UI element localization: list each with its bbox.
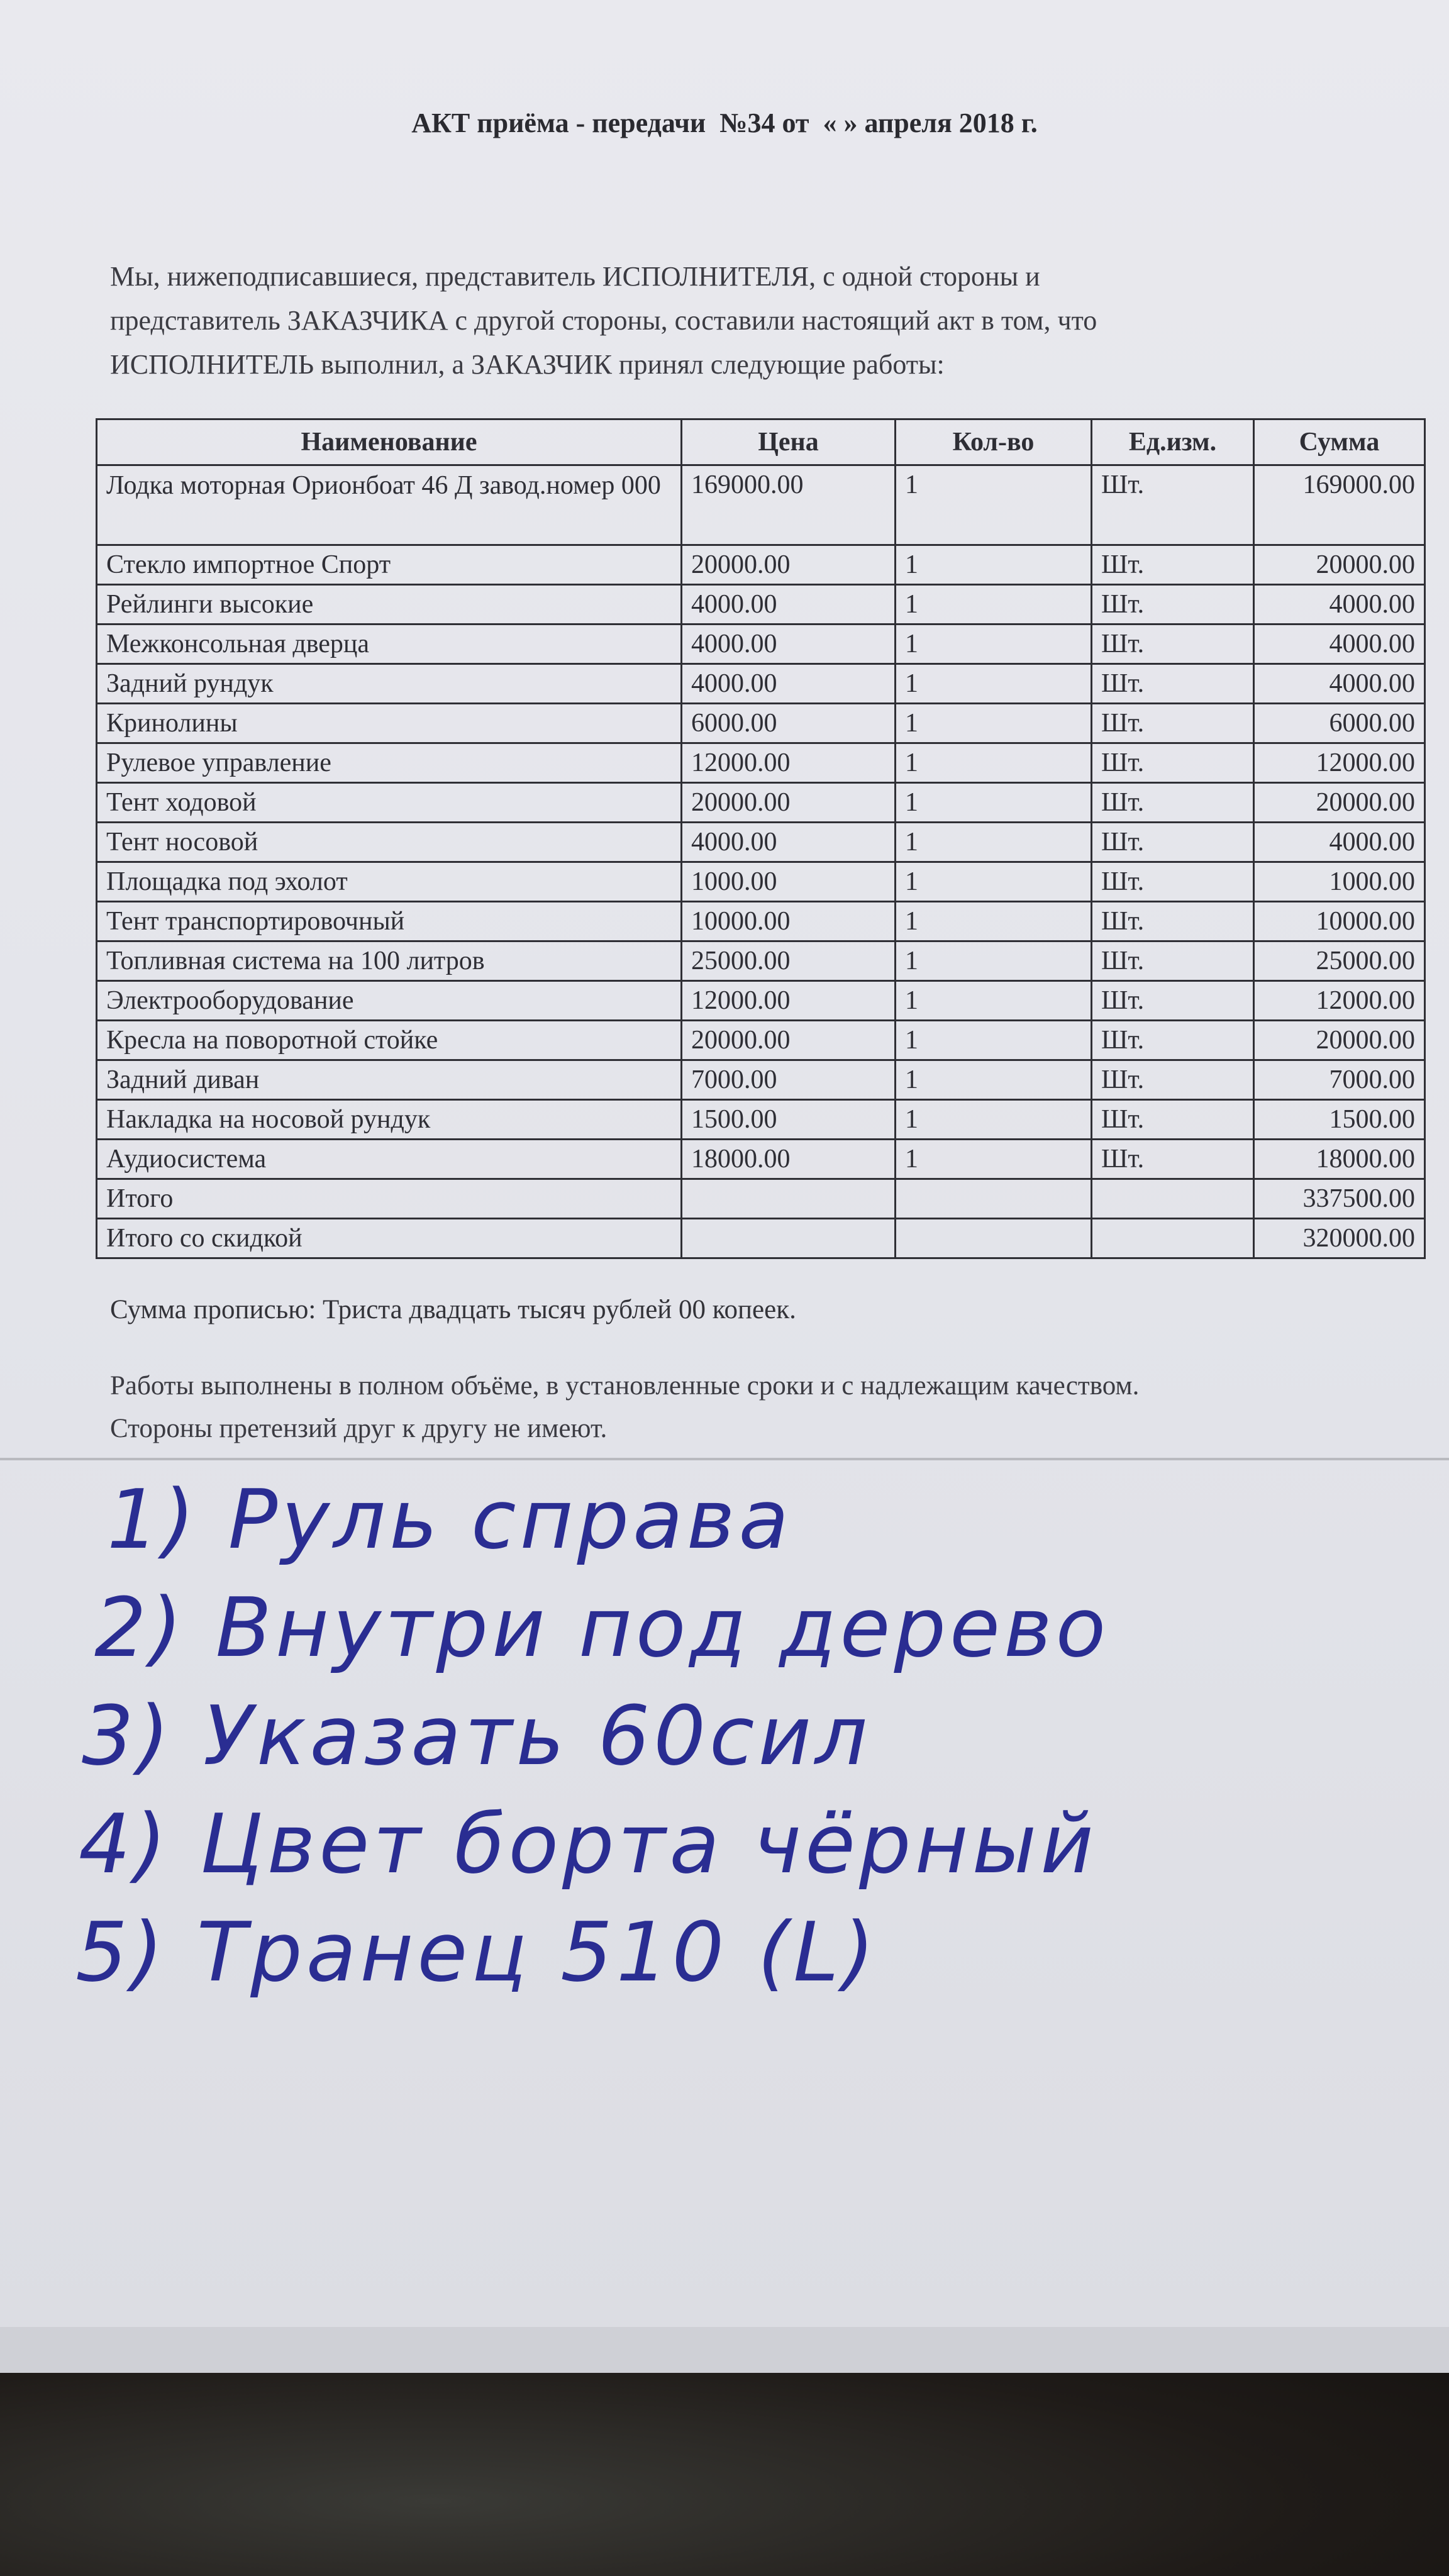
cell-price: 20000.00 — [682, 545, 896, 585]
cell-qty: 1 — [896, 704, 1092, 743]
cell-unit: Шт. — [1092, 902, 1254, 941]
cell-qty: 1 — [896, 1140, 1092, 1179]
cell-sum: 12000.00 — [1254, 743, 1425, 783]
cell-sum: 20000.00 — [1254, 783, 1425, 823]
cell-price: 12000.00 — [682, 981, 896, 1021]
empty-cell — [896, 1219, 1092, 1258]
handwritten-note: 3) Указать 60сил — [82, 1688, 872, 1784]
table-row — [97, 902, 1425, 941]
cell-sum: 25000.00 — [1254, 941, 1425, 981]
cell-name: Аудиосистема — [97, 1140, 682, 1179]
cell-sum: 1500.00 — [1254, 1100, 1425, 1140]
cell-unit: Шт. — [1092, 545, 1254, 585]
intro-paragraph — [110, 255, 1305, 387]
cell-name: Рейлинги высокие — [97, 585, 682, 625]
cell-name: Топливная система на 100 литров — [97, 941, 682, 981]
cell-price: 1000.00 — [682, 862, 896, 902]
header-name: Наименование — [97, 419, 682, 465]
cell-unit: Шт. — [1092, 1021, 1254, 1060]
cell-qty: 1 — [896, 941, 1092, 981]
handwritten-note: 1) Руль справа — [107, 1472, 793, 1567]
totals-row — [97, 1179, 1425, 1219]
closing-line: Стороны претензий друг к другу не имеют. — [110, 1414, 608, 1443]
cell-unit: Шт. — [1092, 585, 1254, 625]
cell-sum: 7000.00 — [1254, 1060, 1425, 1100]
cell-qty: 1 — [896, 743, 1092, 783]
closing-line: Работы выполнены в полном объёме, в установленные сроки и с надлежащим качеством. — [110, 1371, 1140, 1401]
totals-row — [97, 1219, 1425, 1258]
intro-line: Мы, нижеподписавшиеся, представитель ИСПОЛНИТЕЛЯ, с одной стороны и — [110, 261, 1040, 292]
table-body — [97, 465, 1425, 1258]
cell-unit: Шт. — [1092, 1140, 1254, 1179]
table-row — [97, 1021, 1425, 1060]
closing-paragraph — [110, 1365, 1139, 1450]
cell-name: Задний диван — [97, 1060, 682, 1100]
cell-price: 20000.00 — [682, 783, 896, 823]
totals-sum: 337500.00 — [1254, 1179, 1425, 1219]
cell-qty: 1 — [896, 783, 1092, 823]
table-row — [97, 585, 1425, 625]
cell-name: Лодка моторная Орионбоат 46 Д завод.номер 000 — [97, 465, 682, 545]
header-sum: Сумма — [1254, 419, 1425, 465]
cell-sum: 4000.00 — [1254, 625, 1425, 664]
cell-unit: Шт. — [1092, 783, 1254, 823]
cell-price: 1500.00 — [682, 1100, 896, 1140]
header-price: Цена — [682, 419, 896, 465]
table-row — [97, 664, 1425, 704]
cell-name: Стекло импортное Спорт — [97, 545, 682, 585]
works-table — [96, 418, 1426, 1259]
cell-unit: Шт. — [1092, 664, 1254, 704]
cell-sum: 20000.00 — [1254, 545, 1425, 585]
table-row — [97, 625, 1425, 664]
table-row — [97, 783, 1425, 823]
cell-qty: 1 — [896, 902, 1092, 941]
table-row — [97, 704, 1425, 743]
totals-sum: 320000.00 — [1254, 1219, 1425, 1258]
table-row — [97, 823, 1425, 862]
cell-qty: 1 — [896, 1060, 1092, 1100]
cell-unit: Шт. — [1092, 941, 1254, 981]
intro-line: представитель ЗАКАЗЧИКА с другой стороны, составили настоящий акт в том, что — [110, 305, 1097, 336]
cell-unit: Шт. — [1092, 1060, 1254, 1100]
cell-sum: 20000.00 — [1254, 1021, 1425, 1060]
cell-price: 20000.00 — [682, 1021, 896, 1060]
sum-in-words: Сумма прописью: Триста двадцать тысяч рублей 00 копеек. — [110, 1295, 796, 1324]
cell-price: 7000.00 — [682, 1060, 896, 1100]
cell-price: 4000.00 — [682, 823, 896, 862]
cell-name: Межконсольная дверца — [97, 625, 682, 664]
table-row — [97, 743, 1425, 783]
handwritten-note: 2) Внутри под дерево — [94, 1580, 1110, 1675]
cell-name: Задний рундук — [97, 664, 682, 704]
cell-unit: Шт. — [1092, 704, 1254, 743]
cell-sum: 6000.00 — [1254, 704, 1425, 743]
cell-name: Тент носовой — [97, 823, 682, 862]
empty-cell — [682, 1219, 896, 1258]
table-row — [97, 941, 1425, 981]
handwritten-notes — [75, 1465, 1371, 2006]
header-qty: Кол-во — [896, 419, 1092, 465]
intro-line: ИСПОЛНИТЕЛЬ выполнил, а ЗАКАЗЧИК принял следующие работы: — [110, 349, 945, 380]
table-row — [97, 1100, 1425, 1140]
cell-name: Кринолины — [97, 704, 682, 743]
cell-price: 10000.00 — [682, 902, 896, 941]
cell-sum: 10000.00 — [1254, 902, 1425, 941]
cell-price: 4000.00 — [682, 625, 896, 664]
cell-price: 6000.00 — [682, 704, 896, 743]
empty-cell — [896, 1179, 1092, 1219]
cell-unit: Шт. — [1092, 1100, 1254, 1140]
cell-sum: 4000.00 — [1254, 664, 1425, 704]
cell-sum: 18000.00 — [1254, 1140, 1425, 1179]
cell-sum: 1000.00 — [1254, 862, 1425, 902]
table-row — [97, 545, 1425, 585]
cell-sum: 4000.00 — [1254, 823, 1425, 862]
cell-name: Накладка на носовой рундук — [97, 1100, 682, 1140]
totals-label: Итого со скидкой — [97, 1219, 682, 1258]
handwritten-note: 5) Транец 510 (L) — [75, 1904, 879, 2000]
cell-qty: 1 — [896, 585, 1092, 625]
totals-label: Итого — [97, 1179, 682, 1219]
cell-name: Тент транспортировочный — [97, 902, 682, 941]
cell-qty: 1 — [896, 625, 1092, 664]
cell-unit: Шт. — [1092, 465, 1254, 545]
empty-cell — [1092, 1179, 1254, 1219]
header-unit: Ед.изм. — [1092, 419, 1254, 465]
cell-price: 25000.00 — [682, 941, 896, 981]
cell-unit: Шт. — [1092, 981, 1254, 1021]
cell-name: Электрооборудование — [97, 981, 682, 1021]
cell-name: Площадка под эхолот — [97, 862, 682, 902]
cell-price: 4000.00 — [682, 664, 896, 704]
cell-qty: 1 — [896, 823, 1092, 862]
cell-name: Рулевое управление — [97, 743, 682, 783]
table-row — [97, 981, 1425, 1021]
empty-cell — [682, 1179, 896, 1219]
cell-qty: 1 — [896, 1100, 1092, 1140]
handwritten-note: 4) Цвет борта чёрный — [79, 1796, 1097, 1892]
cell-unit: Шт. — [1092, 823, 1254, 862]
cell-name: Тент ходовой — [97, 783, 682, 823]
cell-qty: 1 — [896, 1021, 1092, 1060]
cell-sum: 12000.00 — [1254, 981, 1425, 1021]
document-title: АКТ приёма - передачи №34 от « » апреля 2018 г. — [411, 108, 1038, 138]
table-row — [97, 1060, 1425, 1100]
cell-unit: Шт. — [1092, 862, 1254, 902]
table-header-row — [97, 419, 1425, 465]
cell-price: 4000.00 — [682, 585, 896, 625]
cell-qty: 1 — [896, 664, 1092, 704]
cell-sum: 169000.00 — [1254, 465, 1425, 545]
table-row — [97, 1140, 1425, 1179]
cell-unit: Шт. — [1092, 743, 1254, 783]
empty-cell — [1092, 1219, 1254, 1258]
table-row — [97, 465, 1425, 545]
cell-name: Кресла на поворотной стойке — [97, 1021, 682, 1060]
cell-qty: 1 — [896, 545, 1092, 585]
cell-price: 18000.00 — [682, 1140, 896, 1179]
cell-qty: 1 — [896, 862, 1092, 902]
cell-qty: 1 — [896, 465, 1092, 545]
cell-price: 12000.00 — [682, 743, 896, 783]
cell-price: 169000.00 — [682, 465, 896, 545]
cell-sum: 4000.00 — [1254, 585, 1425, 625]
table-row — [97, 862, 1425, 902]
sheet-edge-divider — [0, 1458, 1449, 1460]
cell-unit: Шт. — [1092, 625, 1254, 664]
cell-qty: 1 — [896, 981, 1092, 1021]
